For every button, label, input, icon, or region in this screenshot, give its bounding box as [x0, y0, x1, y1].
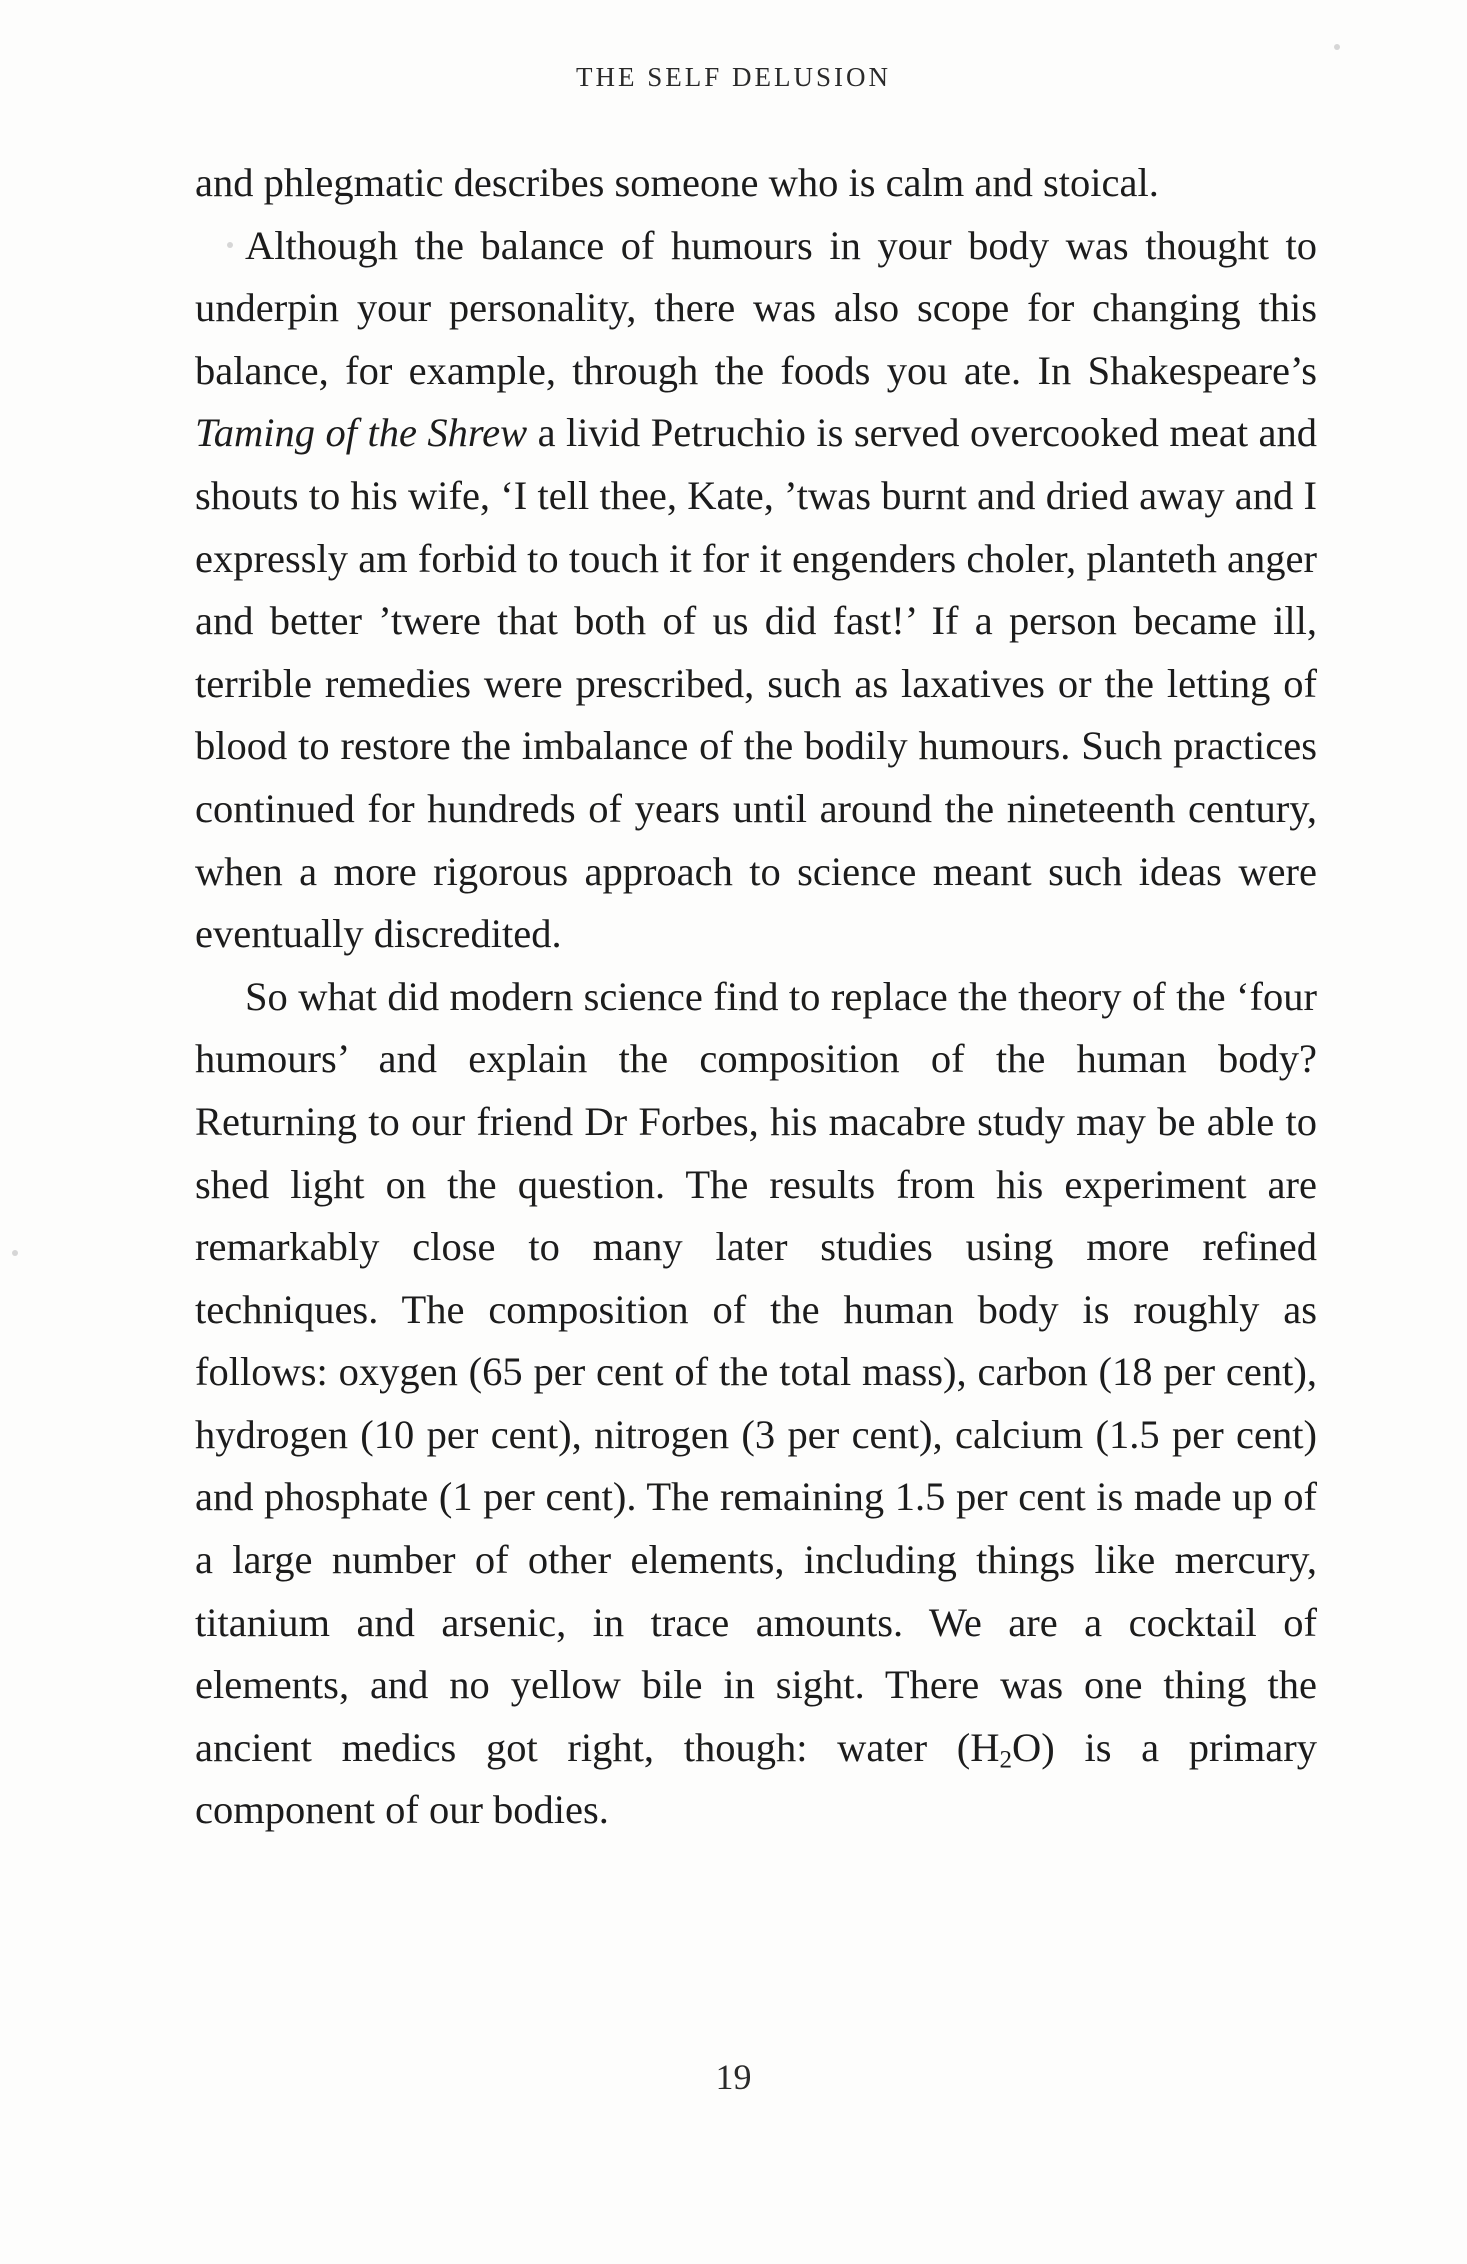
- paragraph-2-text-b: a livid Petruchio is served overcooked meat and shouts to his wife, ‘I tell thee, Kate, ’twas burnt and dried away and I expressly am forbid to touch it for it engenders choler, planteth anger and better ’twere that both of us did fast!’ If a person became ill, terrible remedies were prescribed, such as laxatives or the letting of blood to restore the imbalance of the bodily humours. Such practices continued for hundreds of years until around the nineteenth century, when a more rigorous approach to science meant such ideas were eventually discredited.: [195, 410, 1317, 957]
- scan-speck: [227, 242, 233, 248]
- scan-speck: [12, 1250, 18, 1256]
- paragraph-1: and phlegmatic describes someone who is calm and stoical.: [195, 160, 1159, 205]
- paragraph-2-text-a: Although the balance of humours in your body was thought to underpin your personality, there was also scope for changing this balance, for example, through the foods you ate. In Shakespeare’s: [195, 222, 1317, 393]
- running-header: THE SELF DELUSION: [576, 62, 891, 92]
- paragraph-3-text-b: O) is a primary component of our bodies.: [195, 1724, 1317, 1833]
- water-subscript: 2: [999, 1746, 1013, 1774]
- paragraph-3: [195, 966, 1317, 1842]
- paragraph-2: [195, 215, 1317, 966]
- body-text: [195, 152, 1317, 1842]
- play-title: Taming of the Shrew: [195, 410, 528, 456]
- scan-speck: [1334, 44, 1340, 50]
- paragraph-3-text-a: So what did modern science find to replace the theory of the ‘four humours’ and explain the composition of the human body? Returning to our friend Dr Forbes, his macabre study may be able to shed light on the question. The results from his experiment are remarkably close to many later studies using more refined techniques. The composition of the human body is roughly as follows: oxygen (65 per cent of the total mass), carbon (18 per cent), hydrogen (10 per cent), nitrogen (3 per cent), calcium (1.5 per cent) and phosphate (1 per cent). The remaining 1.5 per cent is made up of a large number of other elements, including things like mercury, titanium and arsenic, in trace amounts. We are a cocktail of elements, and no yellow bile in sight. There was one thing the ancient medics got right, though: water (H: [195, 973, 1317, 1770]
- page-number: 19: [715, 2057, 752, 2097]
